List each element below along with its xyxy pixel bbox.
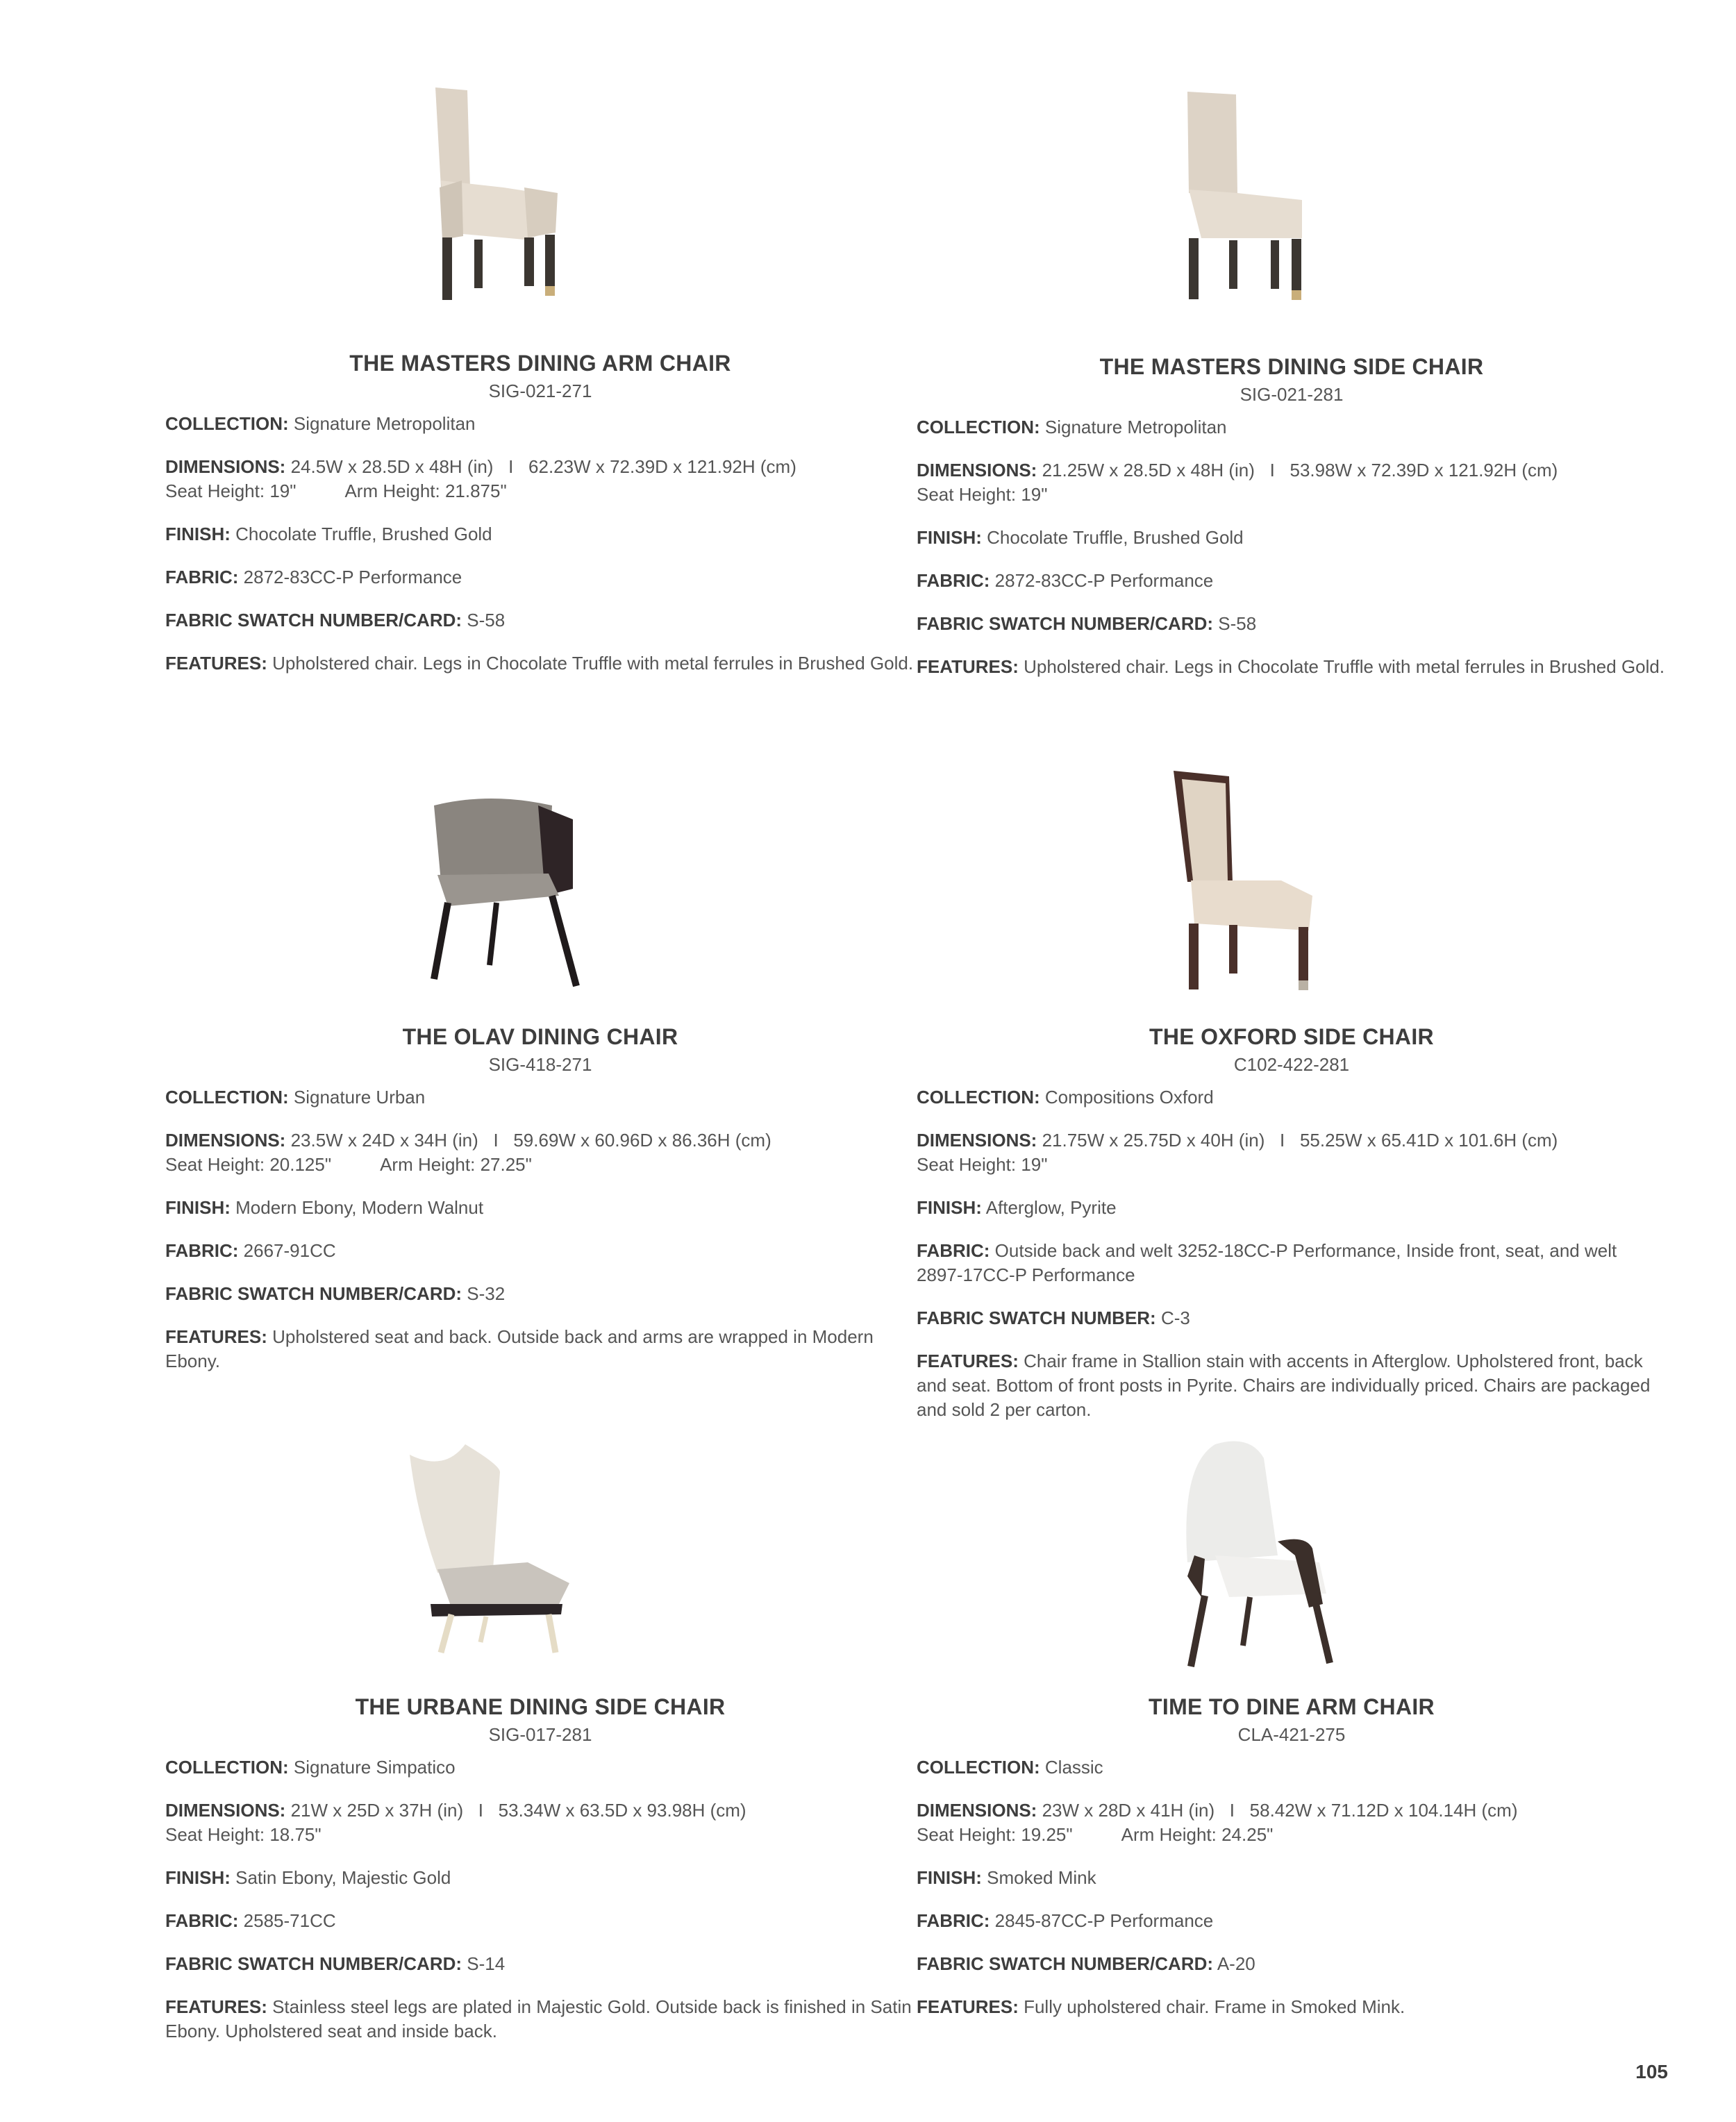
- product-masters-arm-chair: [165, 351, 915, 694]
- swatch-field: FABRIC SWATCH NUMBER/CARD: S-14: [165, 1953, 506, 1974]
- time-to-dine-arm-chair-image: [1174, 1437, 1354, 1673]
- swatch-field: FABRIC SWATCH NUMBER/CARD: S-58: [917, 613, 1257, 634]
- product-name: THE URBANE DINING SIDE CHAIR: [355, 1694, 726, 1719]
- fabric-field: FABRIC: 2872-83CC-P Performance: [165, 567, 462, 587]
- features-field: FEATURES: Upholstered chair. Legs in Chocolate Truffle with metal ferrules in Brushed Gold.: [917, 656, 1665, 677]
- product-urbane-dining-side-chair: [165, 1694, 915, 2062]
- olav-dining-chair-image: [420, 792, 587, 1000]
- fabric-field: FABRIC: 2667-91CC: [165, 1240, 336, 1261]
- swatch-field: FABRIC SWATCH NUMBER/CARD: S-58: [165, 610, 506, 630]
- product-time-to-dine-arm-chair: [917, 1694, 1667, 2038]
- product-name: TIME TO DINE ARM CHAIR: [1149, 1694, 1435, 1719]
- features-field: FEATURES: Upholstered chair. Legs in Chocolate Truffle with metal ferrules in Brushed Gold.: [165, 653, 914, 674]
- collection-field: COLLECTION: Signature Urban: [165, 1087, 426, 1108]
- page-number: 105: [1635, 2061, 1668, 2082]
- finish-field: FINISH: Chocolate Truffle, Brushed Gold: [165, 524, 492, 544]
- product-sku: C102-422-281: [1233, 1054, 1350, 1075]
- swatch-field: FABRIC SWATCH NUMBER: C-3: [917, 1308, 1190, 1328]
- product-olav-dining-chair: [165, 1024, 915, 1392]
- finish-field: FINISH: Modern Ebony, Modern Walnut: [165, 1197, 484, 1218]
- dimensions-field: DIMENSIONS: 23W x 28D x 41H (in) I 58.42W x 71.12D x 104.14H (cm) Seat Height: 19.25" Arm Height: 24.25": [917, 1800, 1518, 1845]
- product-name: THE MASTERS DINING SIDE CHAIR: [1099, 354, 1484, 379]
- dimensions-field: DIMENSIONS: 21W x 25D x 37H (in) I 53.34W x 63.5D x 93.98H (cm) Seat Height: 18.75": [165, 1800, 746, 1845]
- collection-field: COLLECTION: Signature Metropolitan: [165, 413, 476, 434]
- features-field: FEATURES: Stainless steel legs are plated in Majestic Gold. Outside back is finished in Satin Ebony. Upholstered seat and inside back.: [165, 1996, 912, 2041]
- oxford-side-chair-image: [1167, 764, 1333, 1000]
- collection-field: COLLECTION: Signature Simpatico: [165, 1757, 456, 1778]
- product-oxford-side-chair: [917, 1024, 1667, 1441]
- fabric-field: FABRIC: 2585-71CC: [165, 1910, 336, 1931]
- dimensions-field: DIMENSIONS: 21.25W x 28.5D x 48H (in) I 53.98W x 72.39D x 121.92H (cm) Seat Height: 19": [917, 460, 1558, 505]
- urbane-dining-side-chair-image: [403, 1444, 583, 1660]
- product-sku: SIG-418-271: [488, 1054, 592, 1075]
- dimensions-field: DIMENSIONS: 21.75W x 25.75D x 40H (in) I 55.25W x 65.41D x 101.6H (cm) Seat Height: 19": [917, 1130, 1558, 1175]
- swatch-field: FABRIC SWATCH NUMBER/CARD: S-32: [165, 1283, 506, 1304]
- collection-field: COLLECTION: Compositions Oxford: [917, 1087, 1214, 1108]
- fabric-field: FABRIC: 2845-87CC-P Performance: [917, 1910, 1214, 1931]
- collection-field: COLLECTION: Signature Metropolitan: [917, 417, 1227, 437]
- features-field: FEATURES: Fully upholstered chair. Frame in Smoked Mink.: [917, 1996, 1405, 2017]
- dimensions-field: DIMENSIONS: 24.5W x 28.5D x 48H (in) I 62.23W x 72.39D x 121.92H (cm) Seat Height: 19" Arm Height: 21.875": [165, 456, 796, 501]
- dimensions-field: DIMENSIONS: 23.5W x 24D x 34H (in) I 59.69W x 60.96D x 86.36H (cm) Seat Height: 20.125" Arm Height: 27.25": [165, 1130, 771, 1175]
- product-sku: CLA-421-275: [1237, 1724, 1346, 1745]
- product-masters-side-chair: [917, 354, 1667, 698]
- finish-field: FINISH: Chocolate Truffle, Brushed Gold: [917, 527, 1244, 548]
- fabric-field: FABRIC: Outside back and welt 3252-18CC-P Performance, Inside front, seat, and welt 2897-17CC-P Performance: [917, 1240, 1617, 1285]
- product-name: THE OLAV DINING CHAIR: [402, 1024, 678, 1049]
- product-sku: SIG-021-281: [1240, 384, 1344, 405]
- features-field: FEATURES: Chair frame in Stallion stain with accents in Afterglow. Upholstered front, back and seat. Bottom of front posts in Pyrite. Chairs are individually priced. Chairs are packaged and sold 2 per carton.: [917, 1351, 1651, 1420]
- product-name: THE OXFORD SIDE CHAIR: [1149, 1024, 1434, 1049]
- product-sku: SIG-021-271: [488, 381, 592, 401]
- product-sku: SIG-017-281: [488, 1724, 592, 1745]
- masters-side-chair-image: [1180, 89, 1319, 318]
- features-field: FEATURES: Upholstered seat and back. Outside back and arms are wrapped in Modern Ebony.: [165, 1326, 874, 1371]
- masters-arm-chair-image: [427, 83, 573, 312]
- finish-field: FINISH: Satin Ebony, Majestic Gold: [165, 1867, 451, 1888]
- collection-field: COLLECTION: Classic: [917, 1757, 1103, 1778]
- fabric-field: FABRIC: 2872-83CC-P Performance: [917, 570, 1214, 591]
- product-name: THE MASTERS DINING ARM CHAIR: [349, 351, 731, 376]
- swatch-field: FABRIC SWATCH NUMBER/CARD: A-20: [917, 1953, 1255, 1974]
- finish-field: FINISH: Afterglow, Pyrite: [917, 1197, 1117, 1218]
- finish-field: FINISH: Smoked Mink: [917, 1867, 1096, 1888]
